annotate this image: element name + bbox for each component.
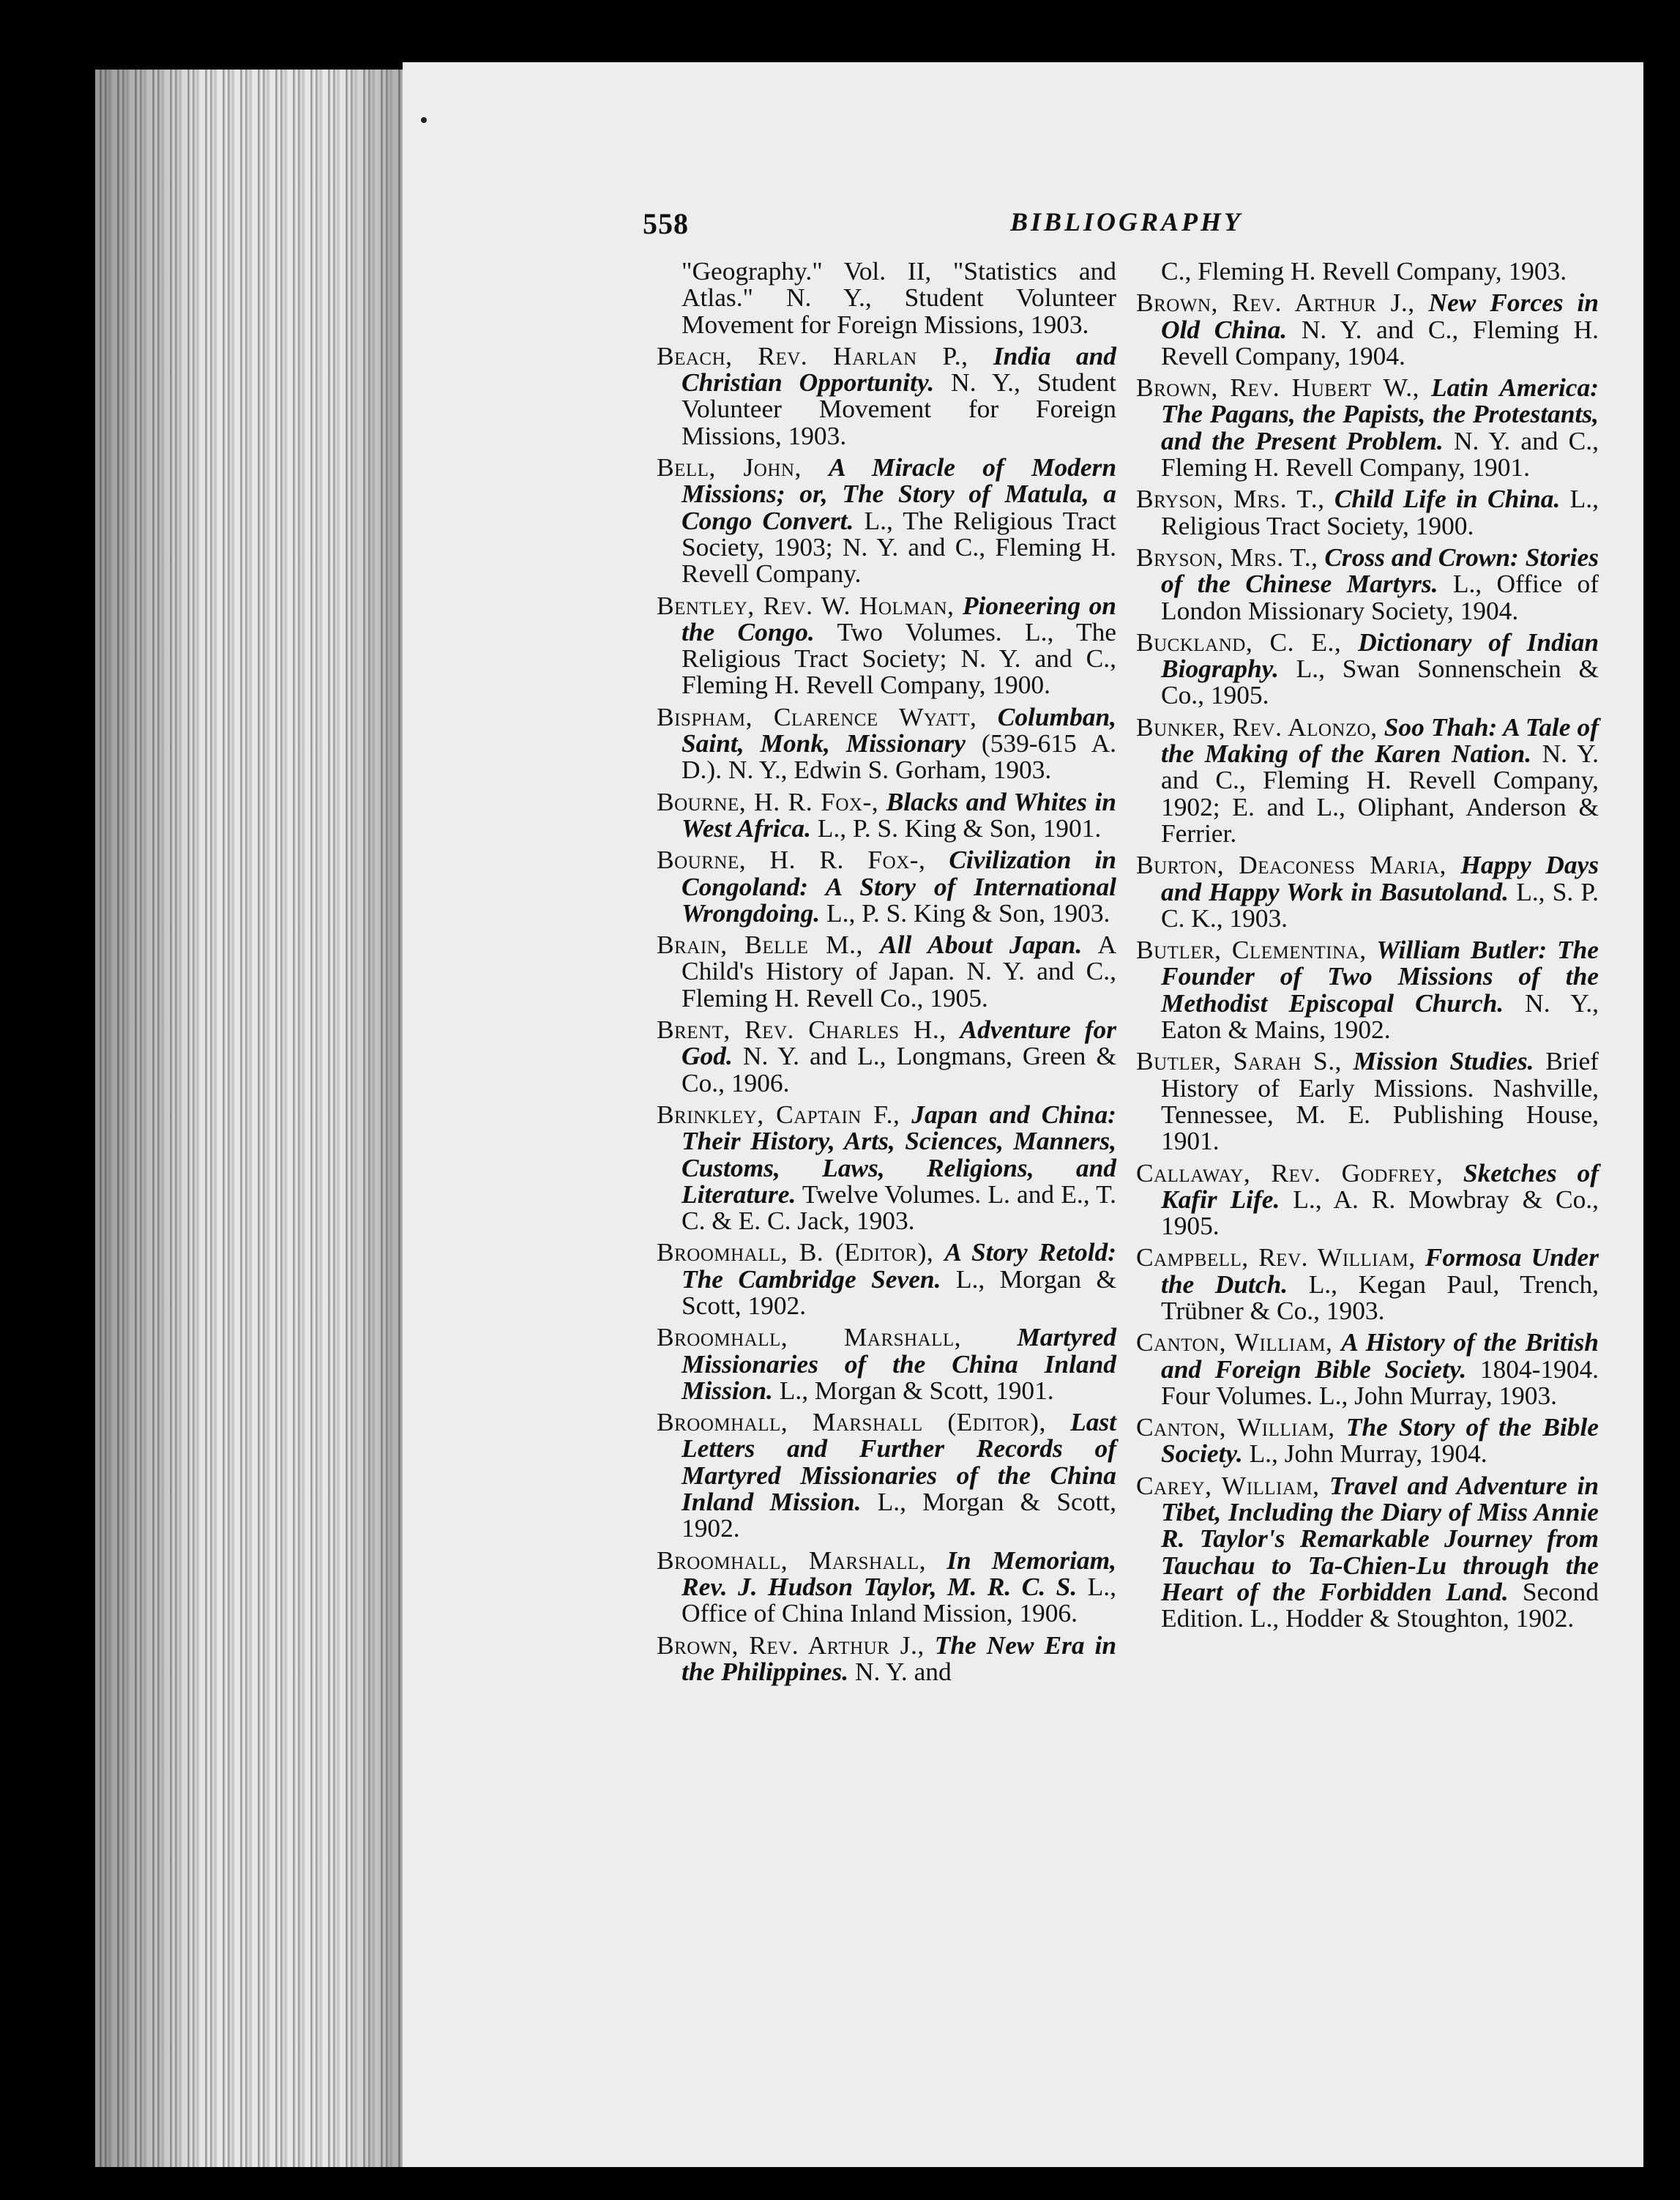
bibliography-entry [657, 701, 1116, 785]
entry-details: L., P. S. King & Son, 1901. [817, 813, 1102, 843]
entry-details: N. Y. and C., Fleming H. Revell Company, 1902; E. and L., Oliphant, Anderson & Ferrier. [1161, 739, 1599, 848]
entry-details: N. Y., Eaton & Mains, 1902. [1161, 988, 1599, 1045]
entry-details: L., John Murray, 1904. [1249, 1439, 1487, 1469]
entry-title: Formosa Under the Dutch. [1161, 1242, 1599, 1299]
bibliography-entry [657, 1101, 1116, 1234]
entry-title: The New Era in the Philippines. [682, 1630, 1116, 1686]
entry-title: In Memoriam, Rev. J. Hudson Taylor, M. R. C. S. [682, 1545, 1116, 1601]
entry-author: Broomhall, Marshall, [657, 1545, 926, 1575]
bibliography-entry [1136, 289, 1599, 369]
entry-author: Callaway, Rev. Godfrey, [1136, 1157, 1444, 1187]
entry-title: India and Christian Opportunity. [682, 340, 1116, 398]
entry-title: A Miracle of Modern Missions; or, The Story of Matula, a Congo Convert. [682, 452, 1117, 535]
entry-details: L., The Religious Tract Society, 1903; N. Y. and C., Fleming H. Revell Company. [682, 505, 1116, 589]
entry-author: Carey, William, [1136, 1470, 1320, 1500]
bibliography-entry [657, 1239, 1116, 1319]
page-speck [421, 117, 427, 123]
bibliography-entry [657, 1409, 1116, 1541]
entry-author: Campbell, Rev. William, [1136, 1242, 1416, 1272]
entry-details: N. Y. and C., Fleming H. Revell Company, 1904. [1161, 314, 1599, 370]
bibliography-column-right [1136, 258, 1599, 1637]
entry-title: New Forces in Old China. [1161, 288, 1599, 344]
entry-title: Cross and Crown: Stories of the Chinese Martyrs. [1161, 542, 1599, 599]
entry-title: Travel and Adventure in Tibet, Including the Diary of Miss Annie R. Taylor's Remarkable Journey from Tauchau to Ta-Chien-Lu through the Heart of the Forbidden Land. [1161, 1470, 1599, 1606]
entry-details: N. Y. and [854, 1656, 952, 1686]
entry-author: Canton, William, [1136, 1327, 1333, 1357]
entry-details: Second Edition. L., Hodder & Stoughton, 1902. [1161, 1576, 1599, 1633]
entry-details: N. Y. and C., Fleming H. Revell Company, 1901. [1161, 425, 1599, 482]
bibliography-entry [657, 1016, 1116, 1096]
entry-title: Soo Thah: A Tale of the Making of the Karen Nation. [1161, 712, 1599, 769]
entry-title: Columban, Saint, Monk, Missionary [682, 701, 1116, 758]
entry-details: L., P. S. King & Son, 1903. [826, 898, 1110, 928]
bibliography-entry [657, 1547, 1116, 1627]
bibliography-entry [1136, 1472, 1599, 1632]
entry-author: Bryson, Mrs. T., [1136, 484, 1325, 514]
entry-details: C., Fleming H. Revell Company, 1903. [1161, 256, 1567, 286]
entry-details: Two Volumes. L., The Religious Tract Society; N. Y. and C., Fleming H. Revell Company, 1900. [682, 616, 1117, 700]
entry-author: Canton, William, [1136, 1412, 1335, 1442]
entry-title: Dictionary of Indian Biography. [1161, 627, 1599, 684]
entry-details: A Child's History of Japan. N. Y. and C., Fleming H. Revell Co., 1905. [682, 930, 1116, 1013]
entry-title: All About Japan. [880, 930, 1083, 960]
bibliography-entry [1136, 374, 1599, 480]
entry-title: The Story of the Bible Society. [1161, 1412, 1599, 1469]
entry-author: Brent, Rev. Charles H., [657, 1015, 947, 1045]
bibliography-entry [657, 452, 1117, 589]
entry-details: L., A. R. Mowbray & Co., 1905. [1161, 1184, 1599, 1241]
entry-title: Pioneering on the Congo. [682, 590, 1116, 646]
bibliography-entry [1136, 1414, 1599, 1467]
bibliography-entry [657, 931, 1116, 1011]
entry-title: William Butler: The Founder of Two Missions of the Methodist Episcopal Church. [1161, 935, 1599, 1018]
entry-author: Brown, Rev. Arthur J., [657, 1630, 925, 1660]
entry-author: Bunker, Rev. Alonzo, [1136, 712, 1378, 742]
bibliography-entry [657, 258, 1116, 338]
page-edge-shadow [95, 70, 403, 2167]
entry-details: Twelve Volumes. L. and E., T. C. & E. C. Jack, 1903. [682, 1179, 1116, 1236]
bibliography-entry [657, 1632, 1116, 1685]
entry-details: L., Swan Sonnenschein & Co., 1905. [1161, 654, 1599, 710]
entry-author: Bourne, H. R. Fox-, [657, 786, 879, 816]
entry-author: Brain, Belle M., [657, 930, 863, 960]
entry-author: Broomhall, Marshall (Editor), [657, 1407, 1046, 1437]
entry-details: "Geography." Vol. II, "Statistics and Atlas." N. Y., Student Volunteer Movement for Foreign Missions, 1903. [682, 256, 1116, 339]
bibliography-column-left [657, 258, 1116, 1690]
entry-author: Brown, Rev. Arthur J., [1136, 288, 1415, 318]
entry-title: Blacks and Whites in West Africa. [682, 786, 1116, 843]
bibliography-entry [1136, 851, 1599, 931]
entry-details: L., Morgan & Scott, 1902. [682, 1487, 1116, 1543]
entry-author: Brown, Rev. Hubert W., [1136, 373, 1419, 403]
bibliography-entry [657, 340, 1116, 450]
entry-title: Happy Days and Happy Work in Basutoland. [1161, 850, 1599, 906]
bibliography-entry [657, 1324, 1116, 1403]
running-head: BIBLIOGRAPHY [1010, 207, 1244, 236]
entry-details: L., Morgan & Scott, 1901. [779, 1375, 1054, 1405]
entry-author: Bourne, H. R. Fox-, [657, 845, 926, 875]
entry-details: N. Y., Student Volunteer Movement for Foreign Missions, 1903. [682, 368, 1116, 450]
entry-title: A History of the British and Foreign Bible Society. [1161, 1327, 1599, 1384]
entry-author: Beach, Rev. Harlan P., [657, 340, 968, 370]
entry-author: Butler, Clementina, [1136, 935, 1367, 965]
entry-title: A Story Retold: The Cambridge Seven. [682, 1237, 1116, 1294]
entry-author: Burton, Deaconess Maria, [1136, 850, 1446, 880]
bibliography-entry [1136, 1244, 1599, 1324]
bibliography-entry [657, 788, 1116, 842]
entry-details: L., Morgan & Scott, 1902. [682, 1264, 1116, 1320]
page-number: 558 [643, 207, 689, 240]
bibliography-entry [1136, 485, 1599, 539]
entry-title: Child Life in China. [1334, 484, 1561, 514]
entry-details: L., Religious Tract Society, 1900. [1161, 484, 1599, 540]
entry-title: Adventure for God. [682, 1015, 1116, 1071]
entry-author: Butler, Sarah S., [1136, 1046, 1342, 1076]
entry-author: Bispham, Clarence Wyatt, [657, 701, 977, 731]
entry-title: Japan and China: Their History, Arts, Sciences, Manners, Customs, Laws, Religions, and Literature. [682, 1099, 1116, 1209]
bibliography-entry [1136, 936, 1599, 1043]
entry-author: Buckland, C. E., [1136, 627, 1342, 657]
bibliography-entry [1136, 1329, 1599, 1409]
entry-details: L., Office of China Inland Mission, 1906. [682, 1571, 1116, 1628]
entry-details: L., S. P. C. K., 1903. [1161, 876, 1599, 933]
entry-details: L., Kegan Paul, Trench, Trübner & Co., 1903. [1161, 1269, 1599, 1325]
entry-author: Brinkley, Captain F., [657, 1099, 900, 1129]
entry-title: Latin America: The Pagans, the Papists, the Protestants, and the Present Problem. [1161, 373, 1599, 455]
bibliography-entry [657, 592, 1116, 698]
entry-author: Broomhall, Marshall, [657, 1322, 962, 1352]
bibliography-entry [1136, 1048, 1599, 1154]
entry-title: Mission Studies. [1353, 1046, 1534, 1076]
entry-author: Broomhall, B. (Editor), [657, 1237, 934, 1267]
entry-author: Bell, John, [657, 452, 802, 482]
bibliography-entry [657, 846, 1116, 926]
entry-author: Bentley, Rev. W. Holman, [657, 590, 955, 620]
entry-details: (539-615 A. D.). N. Y., Edwin S. Gorham, 1903. [682, 728, 1116, 785]
entry-title: Martyred Missionaries of the China Inland Mission. [682, 1322, 1116, 1405]
entry-author: Bryson, Mrs. T., [1136, 542, 1318, 572]
entry-title: Sketches of Kafir Life. [1161, 1157, 1599, 1214]
bibliography-entry [1136, 714, 1599, 846]
bibliography-entry [1136, 544, 1599, 624]
entry-details: L., Office of London Missionary Society, 1904. [1161, 569, 1599, 625]
entry-title: Civilization in Congoland: A Story of International Wrongdoing. [682, 845, 1116, 928]
bibliography-entry [1136, 1157, 1599, 1241]
entry-details: 1804-1904. Four Volumes. L., John Murray, 1903. [1161, 1354, 1599, 1410]
entry-title: Last Letters and Further Records of Martyred Missionaries of the China Inland Mission. [682, 1407, 1116, 1517]
bibliography-entry [1136, 258, 1599, 284]
bibliography-entry [1136, 629, 1599, 709]
entry-details: N. Y. and L., Longmans, Green & Co., 1906. [682, 1041, 1116, 1097]
entry-details: Brief History of Early Missions. Nashville, Tennessee, M. E. Publishing House, 1901. [1161, 1046, 1599, 1156]
